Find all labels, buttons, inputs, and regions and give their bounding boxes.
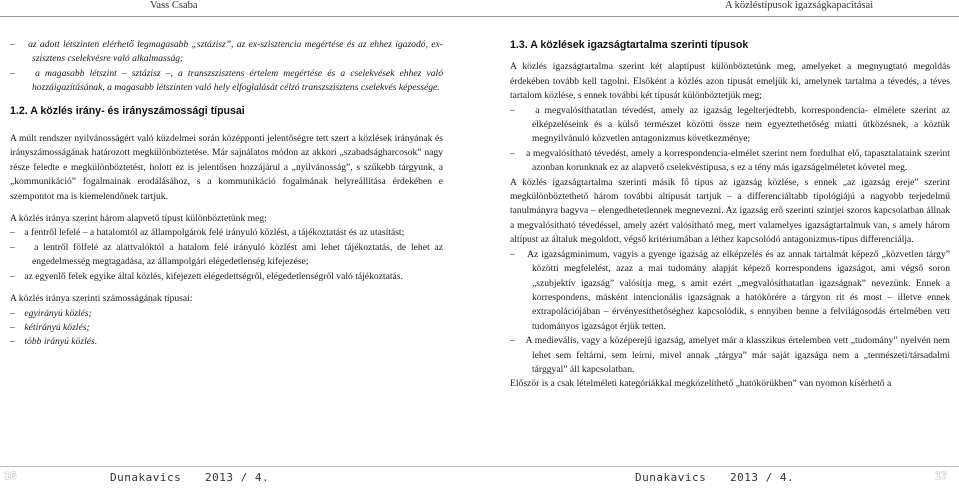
list-item: – a fentről lefelé – a hatalomtól az állampolgárok felé irányuló közlést, a tájékoztatást és az utasítást; xyxy=(10,227,405,239)
list-item: – az adott létszinten elérhető legmagasabb „sztázisz”, az ex-szisztencia megértése és az ehhez igazodó, ex-szisztens cselekvésre való alkalmasság; xyxy=(10,39,444,65)
right-column xyxy=(510,38,950,392)
list-item: – egyirányú közlés; xyxy=(10,307,92,319)
list-item: – az egyenlő felek egyike által közlés, kifejezett elégedettségről, elégedetlenségről való tájékoztatás. xyxy=(10,270,403,282)
page-number: 17 xyxy=(935,470,948,482)
paragraph: A közlés igazságtartalma szerinti másik fő típus az igazság közlése, s ennek „az igazság ereje” szerint megkülönböztethető három további altípusát tartjuk – a differenciáltabb tipológiájú a nagyobb terjedelmű tanulmányra hagyva – elengedhetetlennek megnevezni. Az igazság erő szerinti szintjei szoros kapcsolatban állnak a megvalósítható tévedéssel, amely azért valósítható meg, mert valamelyes igazságtartalmuk van, s amely három altípust az általuk megoldott, végső kritériumában a léthez kapcsolódó antagonizmus-típus differenciálja. xyxy=(510,176,950,246)
footer-rule xyxy=(0,466,480,467)
header-rule xyxy=(480,16,959,17)
left-column xyxy=(10,38,443,350)
list-item: – Az igazságminimum, vagyis a gyenge igazság az elképzelés és az annak tartalmát képező „közvetlen tárgy” közötti megfelelést, azaz a mai tudomány alapját képező korrespondens igazságot, ami végső soron „szubjektív igazság” valósítja meg, s amit ezért „megvalósíthatatlan igazságnak” nevezünk. Ennek a korrespondens, másként intencionális igazságnak a hatókörére a tárgyon rit és most – illetve ennek extrapolációjában – érvényesíthetőséghez kapcsolódik, s ennyiben benne a felvilágosodás értelmében vett tudományos igazságot érjük tetten. xyxy=(510,248,950,332)
paragraph: Először is a csak lételméleti kategóriákkal megközelíthető „hatókörükben” van nyomon kísérhető a xyxy=(510,378,892,390)
section-heading: 1.3. A közlések igazságtartalma szerinti típusok xyxy=(510,39,749,51)
list-item: – több irányú közlés. xyxy=(10,336,98,348)
footer-issue: 2013 / 4. xyxy=(730,471,795,484)
list-item: – A medievális, vagy a középerejű igazság, amelyet már a klasszikus értelemben vett „tudomány” nyelvén nem lehet sem feltárni, sem leírni, mivel annak „tárgya” már saját igazsága nem a „természeti/társadalmi tárggyal” áll kapcsolatban. xyxy=(510,335,950,375)
footer-journal: Dunakavics xyxy=(635,471,707,484)
page-number: 16 xyxy=(4,470,17,482)
paragraph: A közlés iránya szerinti számosságának típusai: xyxy=(10,293,193,305)
list-item: – a megvalósíthatatlan tévedést, amely az igazság legelterjedtebb, korrespondencia- elmélete szerint az elképzeléseink és a külső természet közötti össze nem egyeztethetőség miatti ütközésnek, a köztük megnyilvánuló közvetlen antagonizmus következménye; xyxy=(510,104,950,145)
right-page xyxy=(480,0,959,489)
footer-journal: Dunakavics xyxy=(110,471,182,484)
header-rule xyxy=(0,16,480,17)
list-item: – a megvalósítható tévedést, amely a korrespondencia-elmélet szerint nem fordulhat elő, tapasztalataink szerint azonban korunknak ez az alapvető cselekvéstípusa, s ez a tény más igazságelméletet követel meg. xyxy=(510,147,950,174)
section-heading: 1.2. A közlés irány- és irányszámossági típusai xyxy=(10,104,245,117)
paragraph: A közlés igazságtartalma szerint két alaptípust különböztetünk meg, amelyeket a megnyugtató megoldás érdekében tovább kell tagolni. Elsőként a közlés azon típusát emeljük ki, amelynek tartalma a tévedés, a téves tartalom közlése, s ennek további két típusát különböztetjük meg; xyxy=(510,61,950,102)
running-head-right: A közléstípusok igazságkapacitásai xyxy=(725,0,874,11)
running-head-left: Vass Csaba xyxy=(150,0,198,11)
paragraph: A közlés iránya szerint három alapvető típust különböztetünk meg: xyxy=(10,213,267,225)
paragraph: A múlt rendszer nyilvánosságért való küzdelmei során középponti jelentőségre tett szert a közlések irányának és irányszámosságának határozott megkülönböztetése. Már sajnálatos módon az akkori „szabadságharcosok” nagy része feledte e megkülönböztetést, holott ez is jelentősen hozzájárul a „nyilvánosság”, s szűkebb tárgyunk, a „kommunikáció” fogalmainak erodálásához, s a kommunikáció fogalmának helyreállítása érdekében e szempontot ma is kiemelendőnek tartjuk. xyxy=(10,133,443,202)
list-item: – kétirányú közlés; xyxy=(10,321,90,333)
list-item: – a magasabb létszint – sztázisz –, a transzszisztens értelem megértése és a cselekvések ehhez való hozzáigazításának, a magasabb létszinten való hely elfoglalását célzó transzszisztens cselekvés képessége. xyxy=(10,67,443,94)
footer-rule xyxy=(480,466,959,467)
list-item: – a lentről fölfelé az alattvalóktól a hatalom felé irányuló közlést ami lehet tájékoztatás, de lehet az engedelmesség megtagadása, az állampolgári elégedetlenség kifejezése; xyxy=(10,241,444,268)
footer-issue: 2013 / 4. xyxy=(205,471,270,484)
